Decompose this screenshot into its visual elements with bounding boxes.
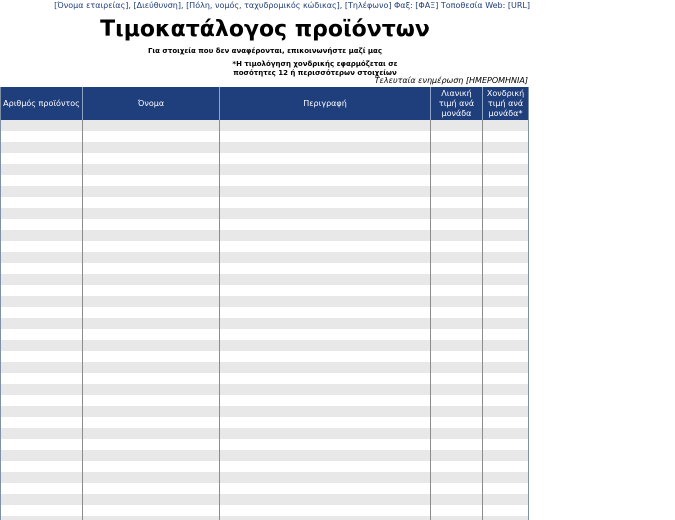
table-cell[interactable]: [431, 285, 483, 296]
table-cell[interactable]: [483, 208, 528, 219]
table-cell[interactable]: [483, 175, 528, 186]
table-cell[interactable]: [220, 483, 431, 494]
table-row: [1, 362, 528, 373]
table-row: [1, 241, 528, 252]
table-cell[interactable]: [483, 307, 528, 318]
table-row: [1, 329, 528, 340]
wholesale-note-line-1: *Η τιμολόγηση χονδρικής εφαρμόζεται σε: [232, 60, 398, 68]
table-cell[interactable]: [83, 450, 220, 461]
table-row: [1, 428, 528, 439]
table-cell[interactable]: [1, 307, 83, 318]
table-cell[interactable]: [483, 120, 528, 131]
table-cell[interactable]: [431, 450, 483, 461]
table-row: [1, 461, 528, 472]
table-cell[interactable]: [431, 516, 483, 520]
table-row: [1, 318, 528, 329]
table-cell[interactable]: [483, 219, 528, 230]
table-cell[interactable]: [1, 120, 83, 131]
table-cell[interactable]: [1, 142, 83, 153]
table-cell[interactable]: [220, 395, 431, 406]
table-row: [1, 219, 528, 230]
table-cell[interactable]: [483, 362, 528, 373]
table-cell[interactable]: [1, 164, 83, 175]
table-cell[interactable]: [483, 197, 528, 208]
table-cell[interactable]: [220, 263, 431, 274]
table-cell[interactable]: [220, 461, 431, 472]
table-row: [1, 230, 528, 241]
table-cell[interactable]: [83, 186, 220, 197]
table-cell[interactable]: [83, 252, 220, 263]
table-cell[interactable]: [483, 285, 528, 296]
table-row: [1, 131, 528, 142]
table-cell[interactable]: [83, 153, 220, 164]
table-cell[interactable]: [220, 494, 431, 505]
table-cell[interactable]: [483, 142, 528, 153]
table-cell[interactable]: [431, 406, 483, 417]
table-cell[interactable]: [1, 263, 83, 274]
last-updated-label: Τελευταία ενημέρωση [ΗΜΕΡΟΜΗΝΙΑ]: [374, 76, 528, 85]
table-cell[interactable]: [220, 219, 431, 230]
table-cell[interactable]: [431, 252, 483, 263]
table-cell[interactable]: [83, 395, 220, 406]
table-cell[interactable]: [431, 131, 483, 142]
table-cell[interactable]: [483, 186, 528, 197]
table-cell[interactable]: [431, 461, 483, 472]
table-cell[interactable]: [431, 362, 483, 373]
table-cell[interactable]: [431, 439, 483, 450]
table-row: [1, 384, 528, 395]
table-row: [1, 373, 528, 384]
table-cell[interactable]: [83, 417, 220, 428]
table-row: [1, 417, 528, 428]
table-row: [1, 263, 528, 274]
column-header-retail-price[interactable]: Λιανική τιμή ανά μονάδα: [431, 87, 483, 120]
table-cell[interactable]: [1, 296, 83, 307]
table-cell[interactable]: [1, 428, 83, 439]
table-cell[interactable]: [220, 428, 431, 439]
table-cell[interactable]: [83, 285, 220, 296]
table-cell[interactable]: [220, 373, 431, 384]
table-cell[interactable]: [220, 164, 431, 175]
table-row: [1, 351, 528, 362]
table-cell[interactable]: [431, 318, 483, 329]
table-body: [1, 120, 528, 520]
table-cell[interactable]: [220, 340, 431, 351]
table-cell[interactable]: [1, 483, 83, 494]
table-cell[interactable]: [431, 395, 483, 406]
table-row: [1, 450, 528, 461]
table-cell[interactable]: [220, 241, 431, 252]
contact-subtitle: Για στοιχεία που δεν αναφέρονται, επικοινωνήστε μαζί μας: [147, 47, 383, 55]
table-cell[interactable]: [1, 384, 83, 395]
table-cell[interactable]: [1, 274, 83, 285]
page-title: Τιμοκατάλογος προϊόντων: [100, 17, 430, 42]
table-cell[interactable]: [220, 120, 431, 131]
table-cell[interactable]: [1, 230, 83, 241]
table-cell[interactable]: [1, 186, 83, 197]
table-cell[interactable]: [483, 406, 528, 417]
table-row: [1, 285, 528, 296]
table-cell[interactable]: [220, 329, 431, 340]
table-row: [1, 494, 528, 505]
table-row: [1, 120, 528, 131]
table-cell[interactable]: [220, 186, 431, 197]
table-cell[interactable]: [431, 274, 483, 285]
table-cell[interactable]: [220, 153, 431, 164]
table-row: [1, 197, 528, 208]
table-cell[interactable]: [483, 164, 528, 175]
table-cell[interactable]: [83, 263, 220, 274]
table-cell[interactable]: [483, 472, 528, 483]
table-row: [1, 142, 528, 153]
table-cell[interactable]: [431, 208, 483, 219]
table-cell[interactable]: [1, 406, 83, 417]
table-cell[interactable]: [83, 164, 220, 175]
table-cell[interactable]: [1, 318, 83, 329]
table-cell[interactable]: [483, 417, 528, 428]
table-cell[interactable]: [483, 263, 528, 274]
table-row: [1, 296, 528, 307]
table-cell[interactable]: [431, 219, 483, 230]
table-cell[interactable]: [431, 428, 483, 439]
table-cell[interactable]: [220, 197, 431, 208]
table-cell[interactable]: [220, 450, 431, 461]
table-cell[interactable]: [220, 516, 431, 520]
table-cell[interactable]: [483, 252, 528, 263]
table-cell[interactable]: [1, 153, 83, 164]
table-row: [1, 395, 528, 406]
table-cell[interactable]: [483, 395, 528, 406]
table-cell[interactable]: [220, 175, 431, 186]
table-row: [1, 175, 528, 186]
table-cell[interactable]: [483, 461, 528, 472]
table-cell[interactable]: [220, 208, 431, 219]
table-cell[interactable]: [220, 285, 431, 296]
column-header-description[interactable]: Περιγραφή: [220, 87, 431, 120]
table-cell[interactable]: [483, 516, 528, 520]
table-cell[interactable]: [220, 252, 431, 263]
table-row: [1, 186, 528, 197]
table-cell[interactable]: [83, 340, 220, 351]
price-table: [0, 87, 529, 520]
table-cell[interactable]: [483, 131, 528, 142]
table-cell[interactable]: [220, 131, 431, 142]
table-cell[interactable]: [483, 384, 528, 395]
table-cell[interactable]: [1, 494, 83, 505]
table-cell[interactable]: [83, 318, 220, 329]
table-row: [1, 307, 528, 318]
table-cell[interactable]: [220, 307, 431, 318]
table-cell[interactable]: [431, 153, 483, 164]
table-cell[interactable]: [431, 142, 483, 153]
table-cell[interactable]: [431, 483, 483, 494]
table-header-row: [1, 87, 528, 120]
table-cell[interactable]: [220, 142, 431, 153]
table-row: [1, 164, 528, 175]
table-cell[interactable]: [220, 318, 431, 329]
table-cell[interactable]: [220, 472, 431, 483]
table-cell[interactable]: [431, 296, 483, 307]
table-row: [1, 505, 528, 516]
table-cell[interactable]: [83, 483, 220, 494]
table-row: [1, 340, 528, 351]
table-cell[interactable]: [83, 296, 220, 307]
table-cell[interactable]: [83, 428, 220, 439]
table-cell[interactable]: [1, 208, 83, 219]
table-cell[interactable]: [83, 362, 220, 373]
table-cell[interactable]: [483, 428, 528, 439]
column-header-product-number[interactable]: Αριθμός προϊόντος: [1, 87, 83, 120]
table-cell[interactable]: [483, 296, 528, 307]
table-cell[interactable]: [83, 208, 220, 219]
table-cell[interactable]: [1, 472, 83, 483]
table-cell[interactable]: [83, 351, 220, 362]
table-cell[interactable]: [483, 340, 528, 351]
table-cell[interactable]: [431, 472, 483, 483]
table-cell[interactable]: [83, 219, 220, 230]
table-cell[interactable]: [83, 197, 220, 208]
table-row: [1, 483, 528, 494]
table-cell[interactable]: [1, 351, 83, 362]
table-cell[interactable]: [1, 197, 83, 208]
table-row: [1, 516, 528, 520]
table-cell[interactable]: [1, 131, 83, 142]
table-cell[interactable]: [220, 230, 431, 241]
table-cell[interactable]: [483, 329, 528, 340]
table-cell[interactable]: [483, 274, 528, 285]
table-cell[interactable]: [220, 351, 431, 362]
table-cell[interactable]: [1, 439, 83, 450]
table-cell[interactable]: [431, 230, 483, 241]
table-cell[interactable]: [83, 230, 220, 241]
table-cell[interactable]: [220, 505, 431, 516]
table-cell[interactable]: [431, 120, 483, 131]
table-cell[interactable]: [483, 241, 528, 252]
table-cell[interactable]: [220, 417, 431, 428]
table-cell[interactable]: [83, 384, 220, 395]
table-cell[interactable]: [483, 318, 528, 329]
table-cell[interactable]: [1, 362, 83, 373]
table-cell[interactable]: [483, 505, 528, 516]
table-row: [1, 274, 528, 285]
table-cell[interactable]: [1, 241, 83, 252]
table-cell[interactable]: [83, 439, 220, 450]
table-cell[interactable]: [1, 340, 83, 351]
table-cell[interactable]: [83, 307, 220, 318]
table-cell[interactable]: [83, 142, 220, 153]
table-cell[interactable]: [431, 494, 483, 505]
table-cell[interactable]: [431, 197, 483, 208]
table-cell[interactable]: [483, 450, 528, 461]
table-cell[interactable]: [1, 516, 83, 520]
table-cell[interactable]: [431, 351, 483, 362]
table-cell[interactable]: [431, 175, 483, 186]
table-cell[interactable]: [83, 329, 220, 340]
table-cell[interactable]: [483, 373, 528, 384]
table-row: [1, 153, 528, 164]
table-cell[interactable]: [83, 274, 220, 285]
table-cell[interactable]: [1, 373, 83, 384]
table-cell[interactable]: [483, 439, 528, 450]
table-cell[interactable]: [431, 505, 483, 516]
table-cell[interactable]: [431, 307, 483, 318]
table-cell[interactable]: [431, 329, 483, 340]
table-row: [1, 252, 528, 263]
table-cell[interactable]: [83, 516, 220, 520]
table-cell[interactable]: [83, 131, 220, 142]
table-cell[interactable]: [220, 439, 431, 450]
table-cell[interactable]: [1, 285, 83, 296]
table-cell[interactable]: [1, 252, 83, 263]
table-cell[interactable]: [431, 241, 483, 252]
table-cell[interactable]: [431, 340, 483, 351]
table-cell[interactable]: [1, 505, 83, 516]
table-row: [1, 406, 528, 417]
table-cell[interactable]: [1, 417, 83, 428]
table-cell[interactable]: [483, 351, 528, 362]
table-cell[interactable]: [83, 120, 220, 131]
table-cell[interactable]: [431, 164, 483, 175]
table-cell[interactable]: [220, 296, 431, 307]
table-row: [1, 439, 528, 450]
wholesale-note-line-2: ποσότητες 12 ή περισσότερων στοιχείων: [233, 69, 397, 77]
table-cell[interactable]: [220, 362, 431, 373]
table-cell[interactable]: [83, 373, 220, 384]
column-header-name[interactable]: Όνομα: [83, 87, 220, 120]
table-cell[interactable]: [220, 406, 431, 417]
table-row: [1, 208, 528, 219]
table-cell[interactable]: [83, 175, 220, 186]
table-cell[interactable]: [483, 230, 528, 241]
table-cell[interactable]: [83, 494, 220, 505]
table-cell[interactable]: [1, 450, 83, 461]
column-header-wholesale-price[interactable]: Χονδρική τιμή ανά μονάδα*: [486, 88, 525, 118]
table-cell[interactable]: [431, 373, 483, 384]
table-cell[interactable]: [1, 219, 83, 230]
table-cell[interactable]: [83, 505, 220, 516]
table-cell[interactable]: [483, 494, 528, 505]
table-cell[interactable]: [1, 461, 83, 472]
table-cell[interactable]: [431, 263, 483, 274]
table-row: [1, 472, 528, 483]
table-cell[interactable]: [431, 186, 483, 197]
table-cell[interactable]: [1, 175, 83, 186]
table-cell[interactable]: [220, 274, 431, 285]
table-cell[interactable]: [1, 329, 83, 340]
table-cell[interactable]: [483, 483, 528, 494]
company-info-line: [Όνομα εταιρείας], [Διεύθυνση], [Πόλη, νομός, ταχυδρομικός κώδικας], [Τηλέφωνο] Φαξ: [ΦΑΞ] Τοποθεσία Web: [URL]: [54, 1, 530, 10]
table-cell[interactable]: [431, 417, 483, 428]
table-cell[interactable]: [220, 384, 431, 395]
table-cell[interactable]: [431, 384, 483, 395]
table-cell[interactable]: [1, 395, 83, 406]
table-cell[interactable]: [83, 461, 220, 472]
table-cell[interactable]: [83, 406, 220, 417]
table-cell[interactable]: [483, 153, 528, 164]
table-cell[interactable]: [83, 472, 220, 483]
table-cell[interactable]: [83, 241, 220, 252]
